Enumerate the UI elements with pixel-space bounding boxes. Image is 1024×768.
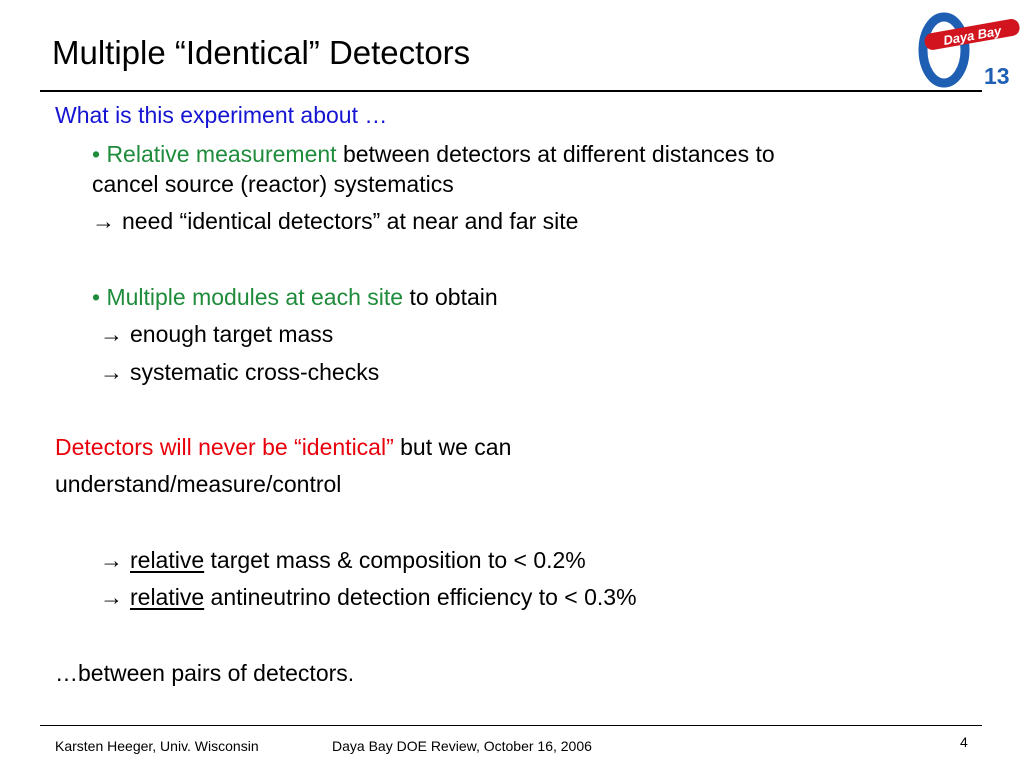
right-arrow-icon: → [92, 208, 115, 234]
footer-author: Karsten Heeger, Univ. Wisconsin [55, 738, 259, 754]
underlined-word: relative [130, 547, 205, 573]
bullet-text: between detectors at different distances to [342, 141, 775, 167]
arrow-line-identical [92, 206, 578, 236]
bullet-text: to obtain [409, 284, 498, 310]
daya-bay-theta13-logo-icon [912, 6, 1024, 90]
target-mass-line [100, 545, 586, 575]
bullet-continuation: cancel source (reactor) systematics [92, 171, 454, 197]
statement-continuation: understand/measure/control [55, 471, 342, 497]
slide-title: Multiple “Identical” Detectors [52, 34, 471, 71]
title-divider [40, 90, 982, 92]
statement-highlight: Detectors will never be “identical” [55, 434, 394, 460]
right-arrow-icon: → [100, 584, 123, 610]
underlined-word: relative [130, 584, 205, 610]
right-arrow-icon: → [100, 321, 123, 347]
bullet-highlight: • Relative measurement [92, 141, 337, 167]
arrow-line-cross-checks [100, 357, 379, 387]
bullet-multiple-modules [92, 282, 498, 312]
arrow-line-target-mass [100, 319, 333, 349]
statement-line [55, 432, 511, 462]
right-arrow-icon: → [100, 547, 123, 573]
target-text: target mass & composition to < 0.2% [210, 547, 586, 573]
statement-text: but we can [400, 434, 512, 460]
logo-text: Daya Bay [942, 23, 1003, 48]
logo-subscript: 13 [984, 63, 1010, 89]
closing-line: …between pairs of detectors. [55, 660, 355, 686]
section-heading: What is this experiment about … [55, 102, 388, 128]
target-text: antineutrino detection efficiency to < 0.3% [210, 584, 637, 610]
footer-event: Daya Bay DOE Review, October 16, 2006 [332, 738, 592, 754]
arrow-text: systematic cross-checks [130, 359, 380, 385]
arrow-text: need “identical detectors” at near and far site [122, 208, 579, 234]
right-arrow-icon: → [100, 359, 123, 385]
efficiency-line [100, 582, 637, 612]
arrow-text: enough target mass [130, 321, 334, 347]
page-number: 4 [960, 734, 968, 750]
bullet-relative-measurement [92, 139, 775, 169]
footer-divider [40, 725, 982, 726]
bullet-highlight: • Multiple modules at each site [92, 284, 404, 310]
